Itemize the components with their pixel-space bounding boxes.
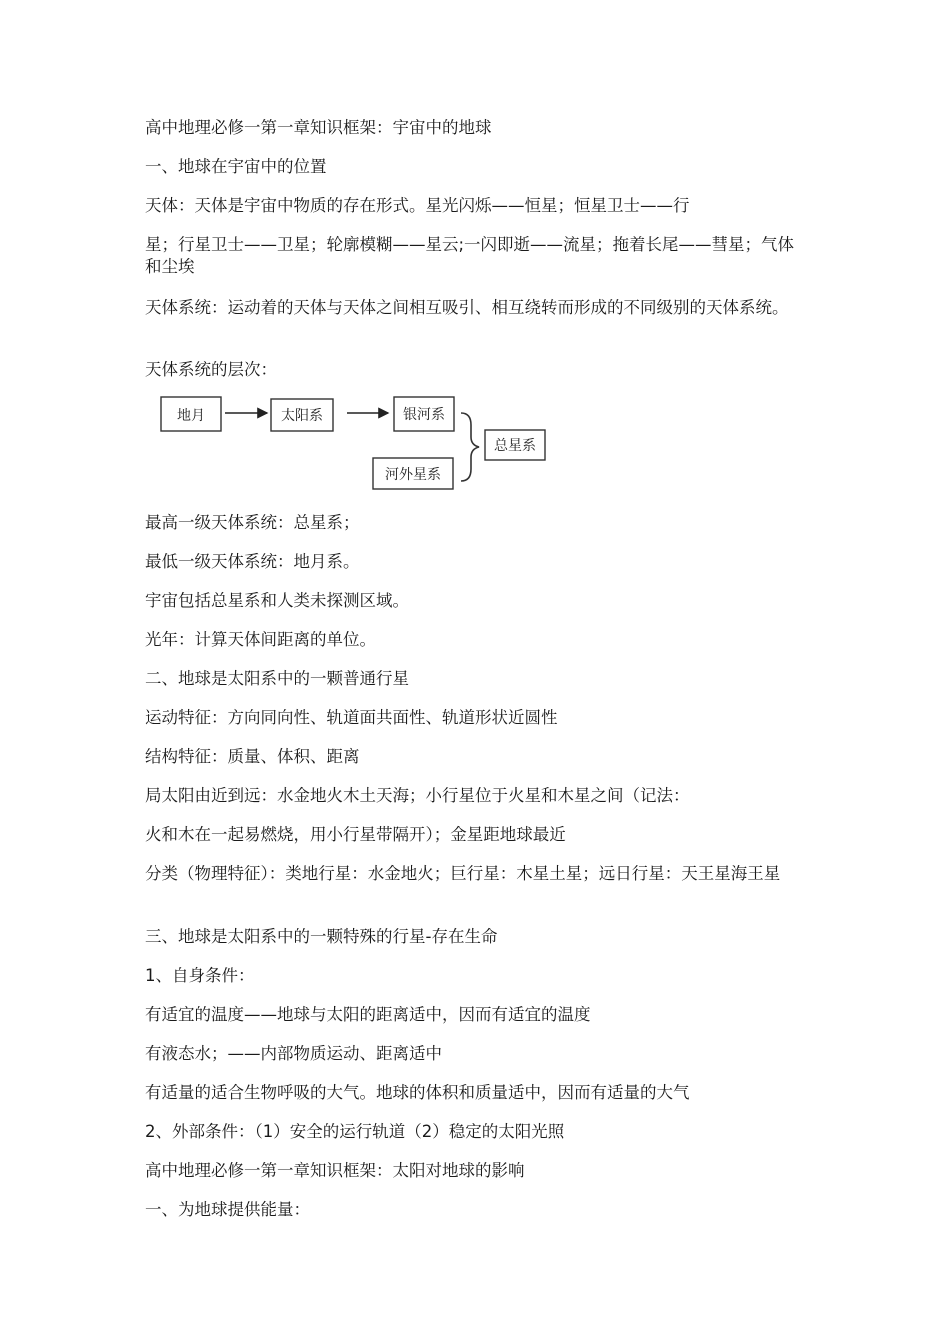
milky-way-label: 银河系 (403, 407, 445, 423)
paragraph: 1、自身条件： (145, 966, 255, 985)
paragraph: 火和木在一起易燃烧，用小行星带隔开）；金星距地球最近 (145, 825, 566, 844)
earth-moon-label: 地月 (177, 408, 205, 424)
paragraph: 最低一级天体系统：地月系。 (145, 552, 360, 571)
paragraph: 天体：天体是宇宙中物质的存在形式。星光闪烁——恒星；恒星卫士——行 (145, 196, 690, 215)
paragraph: 天体系统：运动着的天体与天体之间相互吸引、相互绕转而形成的不同级别的天体系统。 (145, 298, 789, 317)
paragraph: 最高一级天体系统：总星系； (145, 513, 360, 532)
paragraph: 宇宙包括总星系和人类未探测区域。 (145, 591, 409, 610)
section-heading: 二、地球是太阳系中的一颗普通行星 (145, 669, 409, 688)
extragalactic-label: 河外星系 (385, 467, 441, 483)
paragraph: 分类（物理特征）：类地行星：水金地火；巨行星：木星土星；远日行星：天王星海王星 (145, 864, 781, 883)
doc-title: 高中地理必修一第一章知识框架：宇宙中的地球 (145, 118, 492, 137)
section-heading: 一、地球在宇宙中的位置 (145, 157, 327, 176)
section-heading: 一、为地球提供能量： (145, 1200, 310, 1219)
paragraph: 局太阳由近到远：水金地火木土天海；小行星位于火星和木星之间（记法： (145, 786, 690, 805)
paragraph: 有液态水；——内部物质运动、距离适中 (145, 1044, 442, 1063)
paragraph: 星；行星卫士——卫星；轮廓模糊——星云;一闪即逝——流星；拖着长尾——彗星；气体和尘埃 (145, 235, 795, 276)
paragraph: 光年：计算天体间距离的单位。 (145, 630, 376, 649)
paragraph: 有适宜的温度——地球与太阳的距离适中，因而有适宜的温度 (145, 1005, 591, 1024)
solar-system-label: 太阳系 (281, 408, 323, 424)
celestial-hierarchy-diagram (155, 391, 555, 491)
paragraph: 运动特征：方向同向性、轨道面共面性、轨道形状近圆性 (145, 708, 558, 727)
paragraph: 天体系统的层次： (145, 360, 277, 379)
paragraph: 有适量的适合生物呼吸的大气。地球的体积和质量适中，因而有适量的大气 (145, 1083, 690, 1102)
doc-title: 高中地理必修一第一章知识框架：太阳对地球的影响 (145, 1161, 525, 1180)
paragraph: 结构特征：质量、体积、距离 (145, 747, 360, 766)
section-heading: 三、地球是太阳系中的一颗特殊的行星-存在生命 (145, 927, 498, 946)
paragraph: 2、外部条件：（1）安全的运行轨道（2）稳定的太阳光照 (145, 1122, 565, 1141)
brace (461, 413, 479, 481)
metagalaxy-label: 总星系 (494, 438, 536, 454)
